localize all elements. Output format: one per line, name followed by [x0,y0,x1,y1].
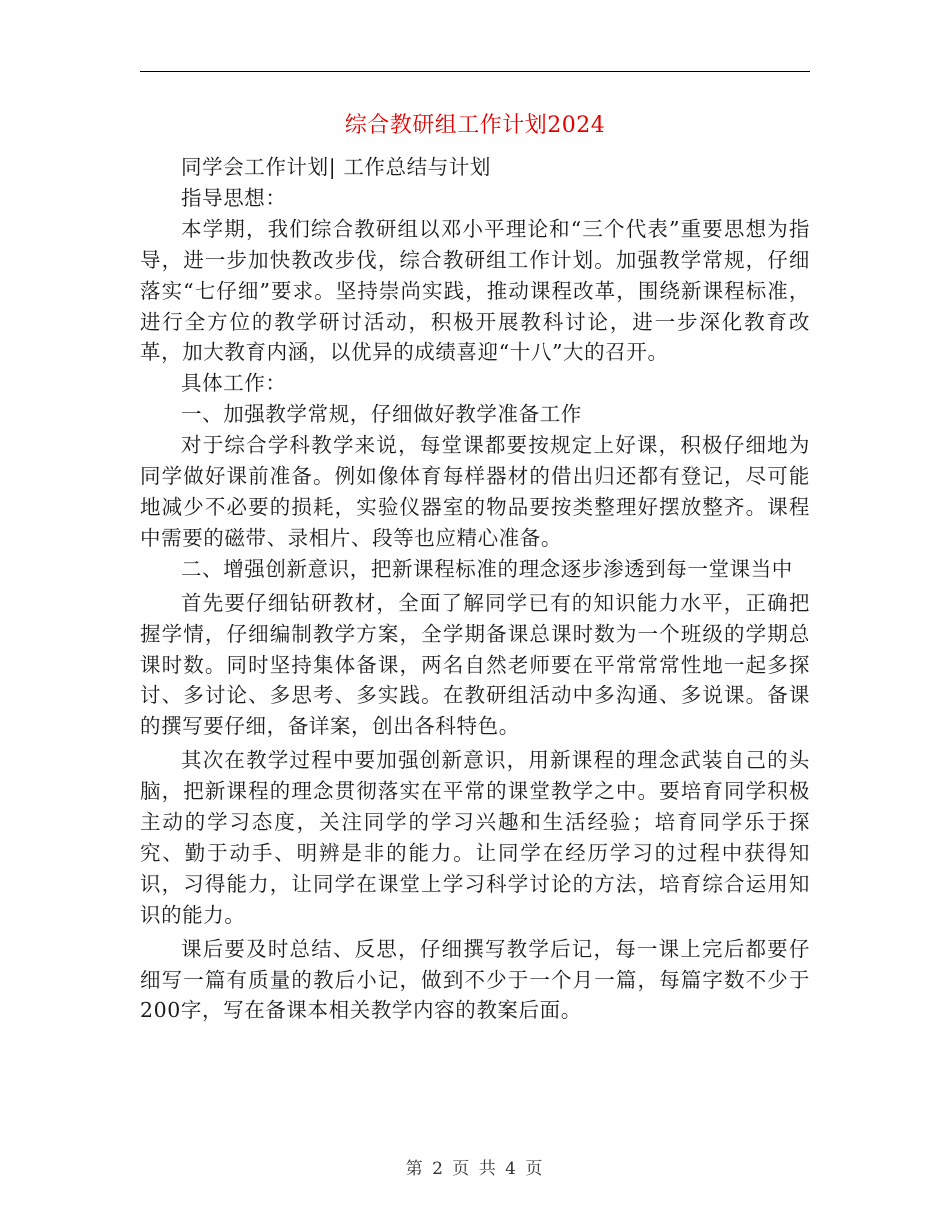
document-title: 综合教研组工作计划2024 [344,113,606,138]
header-rule [140,71,810,72]
page-number: 第 2 页 共 4 页 [405,1159,545,1179]
paragraph-innovation: 其次在教学过程中要加强创新意识，用新课程的理念武装自己的头脑，把新课程的理念贯彻落实在平常的课堂教学之中。要培育同学积极主动的学习态度，关注同学的学习兴趣和生活经验；培育同学乐于探究、勤于动手、明辨是非的能力。让同学在经历学习的过程中获得知识，习得能力，让同学在课堂上学习科学讨论的方法，培育综合运用知识的能力。 [140,748,810,927]
paragraph-section-1-heading: 一、加强教学常规，仔细做好教学准备工作 [181,402,582,427]
paragraph-reflection: 课后要及时总结、反思，仔细撰写教学后记，每一课上完后都要仔细写一篇有质量的教后小记，做到不少于一个月一篇，每篇字数不少于200字，写在备课本相关教学内容的教案后面。 [140,936,810,1023]
paragraph-section-2-heading: 二、增强创新意识，把新课程标准的理念逐步渗透到每一堂课当中 [181,556,793,581]
paragraph-guideline: 本学期，我们综合教研组以邓小平理论和“三个代表”重要思想为指导，进一步加快教改步伐，综合教研组工作计划。加强教学常规，仔细落实“七仔细”要求。坚持崇尚实践，推动课程改革，围绕新课程标准，进行全方位的教学研讨活动，积极开展教科讨论，进一步深化教育改革，加大教育内涵，以优异的成绩喜迎“十八”大的召开。 [140,216,810,365]
paragraph-subheading: 同学会工作计划| 工作总结与计划 [181,155,492,179]
paragraph-work-heading: 具体工作： [181,371,287,396]
paragraph-lesson-prep: 首先要仔细钻研教材，全面了解同学已有的知识能力水平，正确把握学情，仔细编制教学方案，全学期备课总课时数为一个班级的学期总课时数。同时坚持集体备课，两名自然老师要在平常常常性地一起多探讨、多讨论、多思考、多实践。在教研组活动中多沟通、多说课。备课的撰写要仔细，备详案，创出各科特色。 [140,590,810,739]
paragraph-section-1: 对于综合学科教学来说，每堂课都要按规定上好课，积极仔细地为同学做好课前准备。例如像体育每样器材的借出归还都有登记，尽可能地减少不必要的损耗，实验仪器室的物品要按类整理好摆放整齐。课程中需要的磁带、录相片、段等也应精心准备。 [140,433,810,550]
document-body [140,152,810,1029]
paragraph-guideline-heading: 指导思想： [181,185,287,210]
